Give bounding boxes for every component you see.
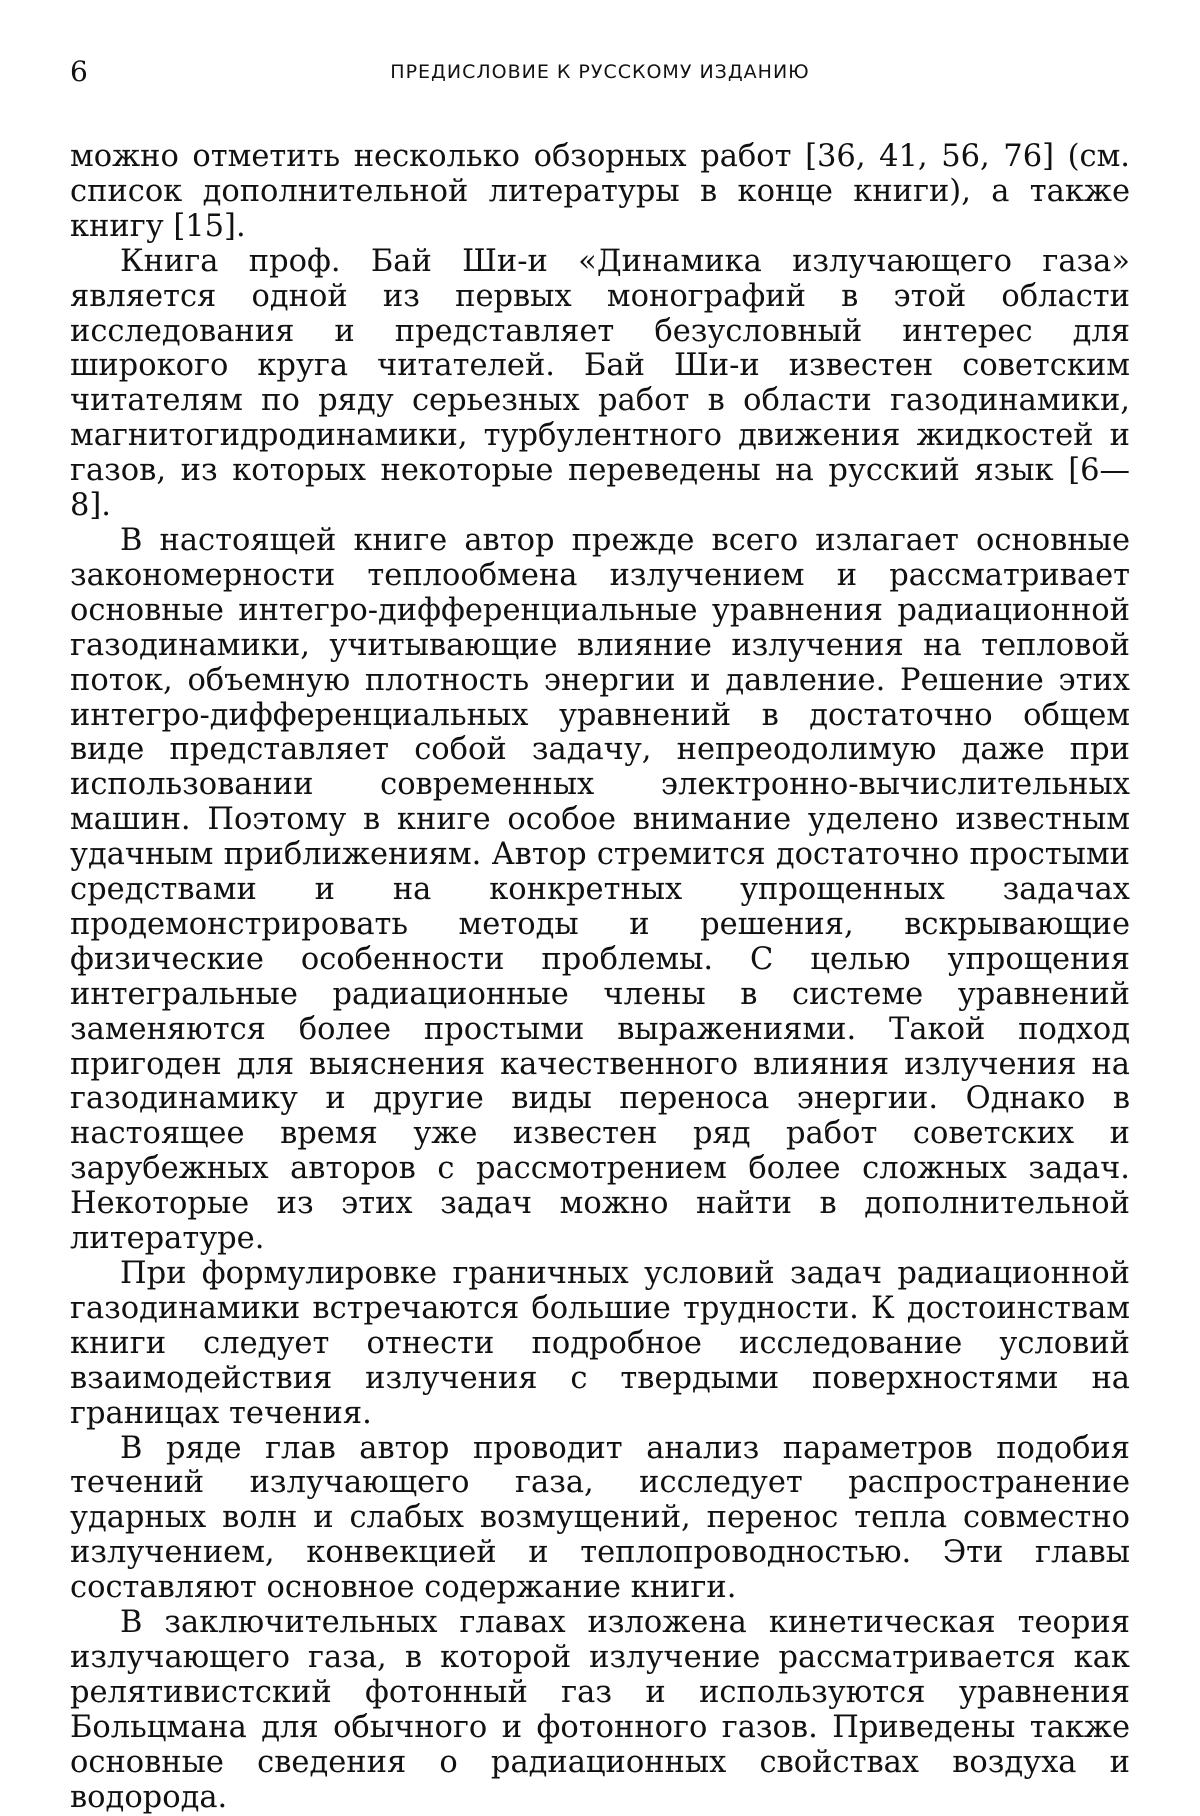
paragraph-continuation: можно отметить несколько обзорных работ [36, 41, 56, 76] (см. список дополнительной литературы в конце книги), а также книгу [15].: [70, 139, 1130, 244]
paragraph-kinetic-theory: В заключительных главах изложена кинетическая теория излучающего газа, в которой излучение рассматривается как релятивистский фотонный газ и используются уравнения Больцмана для обычного и фотонного газов. Приведены также основные сведения о радиационных свойствах воздуха и водорода.: [70, 1605, 1130, 1815]
chapter-header-title: ПРЕДИСЛОВИЕ К РУССКОМУ ИЗДАНИЮ: [390, 61, 810, 83]
paragraph-boundary-conditions: При формулировке граничных условий задач радиационной газодинамики встречаются большие трудности. К достоинствам книги следует отнести подробное исследование условий взаимодействия излучения с твердыми поверхностями на границах течения.: [70, 1256, 1130, 1431]
page-text-body: [70, 140, 1130, 1816]
paragraph-similarity-analysis: В ряде глав автор проводит анализ параметров подобия течений излучающего газа, исследует распространение ударных волн и слабых возмущений, перенос тепла совместно излучением, конвекцией и теплопроводностью. Эти главы составляют основное содержание книги.: [70, 1430, 1130, 1606]
page-number: 6: [70, 55, 88, 88]
paragraph-book-contents: В настоящей книге автор прежде всего излагает основные закономерности теплообмена излучением и рассматривает основные интегро-дифференциальные уравнения радиационной газодинамики, учитывающие влияние излучения на тепловой поток, объемную плотность энергии и давление. Решение этих интегро-дифференциальных уравнений в достаточно общем виде представляет собой задачу, непреодолимую даже при использовании современных электронно-вычислительных машин. Поэтому в книге особое внимание уделено известным удачным приближениям. Автор стремится достаточно простыми средствами и на конкретных упрощенных задачах продемонстрировать методы и решения, вскрывающие физические особенности проблемы. С целью упрощения интегральные радиационные члены в системе уравнений заменяются более простыми выражениями. Такой подход пригоден для выяснения качественного влияния излучения на газодинамику и другие виды переноса энергии. Однако в настоящее время уже известен ряд работ советских и зарубежных авторов с рассмотрением более сложных задач. Некоторые из этих задач можно найти в дополнительной литературе.: [70, 522, 1130, 1257]
running-head: [70, 52, 1130, 92]
paragraph-book-intro: Книга проф. Бай Ши-и «Динамика излучающего газа» является одной из первых монографий в этой области исследования и представляет безусловный интерес для широкого круга читателей. Бай Ши-и известен советским читателям по ряду серьезных работ в области газодинамики, магнитогидродинамики, турбулентного движения жидкостей и газов, из которых некоторые переведены на русский язык [6—8].: [70, 243, 1130, 524]
